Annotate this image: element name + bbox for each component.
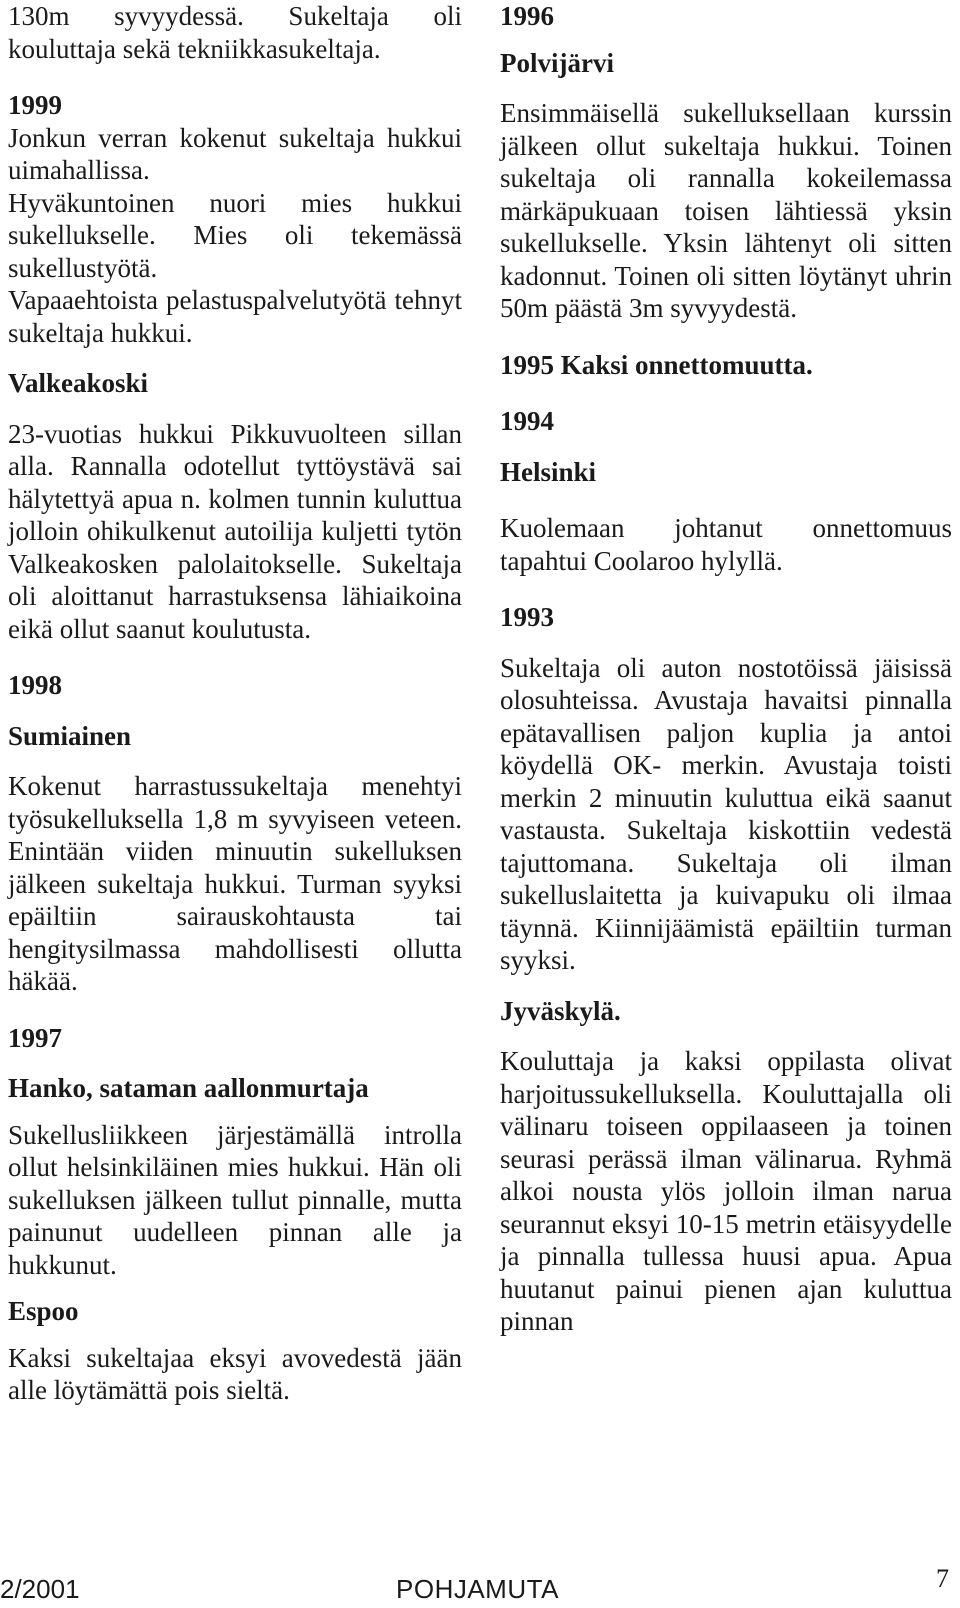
- intro-paragraph: 130m syvyydessä. Sukeltaja oli kouluttaja sekä tekniikkasukeltaja.: [8, 1, 462, 64]
- paragraph-1999-2: Hyväkuntoinen nuori mies hukkui sukellukselle. Mies oli tekemässä sukellustyötä.: [8, 187, 462, 283]
- right-column: [500, 0, 952, 1338]
- footer-page-number: 7: [936, 1564, 949, 1593]
- place-heading-helsinki: Helsinki: [500, 456, 597, 487]
- year-heading-1993: 1993: [500, 602, 554, 632]
- place-heading-sumiainen: Sumiainen: [8, 720, 132, 751]
- paragraph-hanko: Sukellusliikkeen järjestämällä introlla ollut helsinkiläinen mies hukkui. Hän oli sukelluksen jälkeen tullut pinnalle, mutta painunut uudelleen pinnan alle ja hukkunut.: [8, 1119, 462, 1280]
- year-heading-1996: 1996: [500, 1, 554, 31]
- place-heading-polvijarvi: Polvijärvi: [500, 47, 614, 78]
- paragraph-espoo: Kaksi sukeltajaa eksyi avovedestä jään alle löytämättä pois sieltä.: [8, 1342, 462, 1405]
- place-heading-espoo: Espoo: [8, 1296, 79, 1326]
- year-heading-1998: 1998: [8, 670, 62, 700]
- paragraph-sumiainen: Kokenut harrastussukeltaja menehtyi työsukelluksella 1,8 m syvyiseen veteen. Enintään viiden minuutin sukelluksen jälkeen sukeltaja hukkui. Turman syyksi epäiltiin sairauskohtausta tai hengitysilmassa mahdollisesti ollutta häkää.: [8, 771, 462, 996]
- paragraph-valkeakoski: 23-vuotias hukkui Pikkuvuolteen sillan alla. Rannalla odotellut tyttöystävä sai hälytettyä apua n. kolmen tunnin kuluttua jolloin ohikulkenut autoilija kuljetti tytön Valkeakosken palolaitokselle. Sukeltaja oli aloittanut harrastuksensa lähiaikoina eikä ollut saanut koulutusta.: [8, 418, 462, 644]
- paragraph-1999-1: Jonkun verran kokenut sukeltaja hukkui uimahallissa.: [8, 122, 462, 185]
- paragraph-1993: Sukeltaja oli auton nostotöissä jäisissä olosuhteissa. Avustaja havaitsi pinnalla epätavallisen paljon kuplia ja antoi köydellä OK- merkin. Avustaja toisti merkin 2 minuutin kuluttua eikä saanut vastausta. Sukeltaja kiskottiin vedestä tajuttomana. Sukeltaja oli ilman sukelluslaitetta ja kuivapuku oli ilmaa täynnä. Kiinnijäämistä epäiltiin turman syyksi.: [500, 652, 952, 975]
- left-column: [8, 0, 462, 1407]
- year-heading-1997: 1997: [8, 1022, 62, 1053]
- place-heading-hanko: Hanko, sataman aallonmurtaja: [8, 1073, 369, 1103]
- year-heading-1995: 1995 Kaksi onnettomuutta.: [500, 349, 813, 380]
- paragraph-helsinki: Kuolemaan johtanut onnettomuus tapahtui Coolaroo hylyllä.: [500, 513, 952, 576]
- place-heading-jyvaskyla: Jyväskylä.: [500, 995, 621, 1026]
- paragraph-jyvaskyla: Kouluttaja ja kaksi oppilasta olivat harjoitussukelluksella. Kouluttajalla oli välinaru toiseen oppilaaseen ja toinen seurasi perässä ilman välinarua. Ryhmä alkoi nousta ylös jolloin ilman narua seurannut eksyi 10-15 metrin etäisyydelle ja pinnalla tullessa huusi apua. Apua huutanut painui pienen ajan kuluttua pinnan: [500, 1046, 952, 1336]
- year-heading-1999: 1999: [8, 90, 62, 120]
- footer-issue-number: 2/2001: [0, 1574, 80, 1604]
- paragraph-1999-3: Vapaaehtoista pelastuspalvelutyötä tehnyt sukeltaja hukkui.: [8, 285, 462, 348]
- footer-magazine-name: POHJAMUTA: [396, 1574, 559, 1604]
- place-heading-valkeakoski: Valkeakoski: [8, 368, 149, 398]
- paragraph-polvijarvi: Ensimmäisellä sukelluksellaan kurssin jälkeen ollut sukeltaja hukkui. Toinen sukeltaja oli rannalla kokeilemassa märkäpukuaan toisen lähtiessä yksin sukellukselle. Yksin lähtenyt oli sitten kadonnut. Toinen oli sitten löytänyt uhrin 50m päästä 3m syvyydestä.: [500, 98, 952, 323]
- year-heading-1994: 1994: [500, 406, 554, 436]
